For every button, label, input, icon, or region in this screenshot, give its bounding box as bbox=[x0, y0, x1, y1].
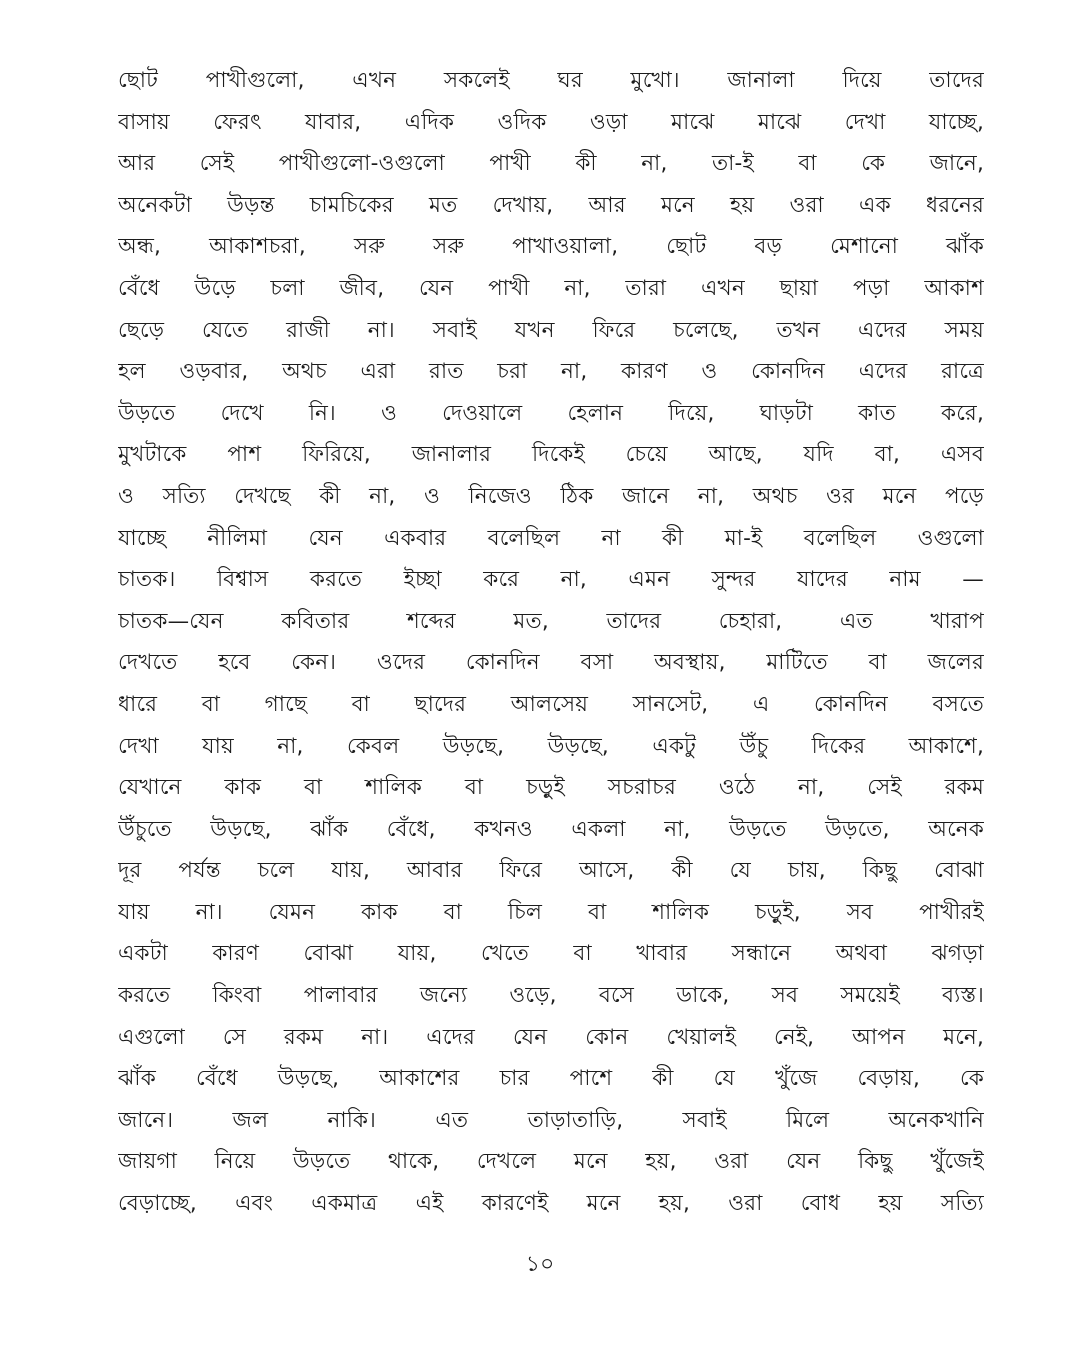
text-line: ধারে বা গাছে বা ছাদের আলসেয় সানসেট, এ কোনদিন বসতে bbox=[118, 691, 984, 717]
text-line: উঁচুতে উড়ছে, ঝাঁক বেঁধে, কখনও একলা না, উড়তে উড়তে, অনেক bbox=[118, 816, 984, 842]
text-line: চাতক। বিশ্বাস করতে ইচ্ছা করে না, এমন সুন্দর যাদের নাম — bbox=[118, 567, 984, 593]
text-line: অনেকটা উড়ন্ত চামচিকের মত দেখায়, আর মনে হয় ওরা এক ধরনের bbox=[118, 192, 984, 218]
text-line: যেখানে কাক বা শালিক বা চড়ুই সচরাচর ওঠে না, সেই রকম bbox=[118, 775, 984, 801]
text-line: করতে কিংবা পালাবার জন্যে ওড়ে, বসে ডাকে, সব সময়েই ব্যস্ত। bbox=[118, 983, 984, 1009]
page-number: ১০ bbox=[525, 1252, 555, 1277]
text-line: ও সত্যি দেখছে কী না, ও নিজেও ঠিক জানে না, অথচ ওর মনে পড়ে bbox=[118, 483, 984, 509]
text-line: একটা কারণ বোঝা যায়, খেতে বা খাবার সন্ধানে অথবা ঝগড়া bbox=[118, 941, 984, 967]
text-line: আর সেই পাখীগুলো-ওগুলো পাখী কী না, তা-ই বা কে জানে, bbox=[118, 151, 984, 177]
body-text bbox=[118, 60, 984, 1225]
text-line: যাচ্ছে নীলিমা যেন একবার বলেছিল না কী মা-ই বলেছিল ওগুলো bbox=[118, 525, 984, 551]
text-line: এগুলো সে রকম না। এদের যেন কোন খেয়ালই নেই, আপন মনে, bbox=[118, 1024, 984, 1050]
text-line: বাসায় ফেরৎ যাবার, এদিক ওদিক ওড়া মাঝে মাঝে দেখা যাচ্ছে, bbox=[118, 109, 984, 135]
text-line: হল ওড়বার, অথচ এরা রাত চরা না, কারণ ও কোনদিন এদের রাত্রে bbox=[118, 359, 984, 385]
text-line: বেড়াচ্ছে, এবং একমাত্র এই কারণেই মনে হয়, ওরা বোধ হয় সত্যি bbox=[118, 1191, 984, 1217]
text-line: অন্ধ, আকাশচরা, সরু সরু পাখাওয়ালা, ছোট বড় মেশানো ঝাঁক bbox=[118, 234, 984, 260]
text-line: দূর পর্যন্ত চলে যায়, আবার ফিরে আসে, কী যে চায়, কিছু বোঝা bbox=[118, 858, 984, 884]
text-line: দেখতে হবে কেন। ওদের কোনদিন বসা অবস্থায়, মাটিতে বা জলের bbox=[118, 650, 984, 676]
text-line: চাতক—যেন কবিতার শব্দের মত, তাদের চেহারা, এত খারাপ bbox=[118, 608, 984, 634]
text-line: ছেড়ে যেতে রাজী না। সবাই যখন ফিরে চলেছে, তখন এদের সময় bbox=[118, 317, 984, 343]
text-line: দেখা যায় না, কেবল উড়ছে, উড়ছে, একটু উঁচু দিকের আকাশে, bbox=[118, 733, 984, 759]
text-line: ঝাঁক বেঁধে উড়ছে, আকাশের চার পাশে কী যে খুঁজে বেড়ায়, কে bbox=[118, 1066, 984, 1092]
text-line: ছোট পাখীগুলো, এখন সকলেই ঘর মুখো। জানালা দিয়ে তাদের bbox=[118, 68, 984, 93]
text-line: যায় না। যেমন কাক বা চিল বা শালিক চড়ুই, সব পাখীরই bbox=[118, 899, 984, 925]
text-line: জানে। জল নাকি। এত তাড়াতাড়ি, সবাই মিলে অনেকখানি bbox=[118, 1107, 984, 1133]
text-line: জায়গা নিয়ে উড়তে থাকে, দেখলে মনে হয়, ওরা যেন কিছু খুঁজেই bbox=[118, 1149, 984, 1175]
text-line: বেঁধে উড়ে চলা জীব, যেন পাখী না, তারা এখন ছায়া পড়া আকাশ bbox=[118, 275, 984, 301]
text-line: মুখটাকে পাশ ফিরিয়ে, জানালার দিকেই চেয়ে আছে, যদি বা, এসব bbox=[118, 442, 984, 468]
text-line: উড়তে দেখে নি। ও দেওয়ালে হেলান দিয়ে, ঘাড়টা কাত করে, bbox=[118, 400, 984, 426]
